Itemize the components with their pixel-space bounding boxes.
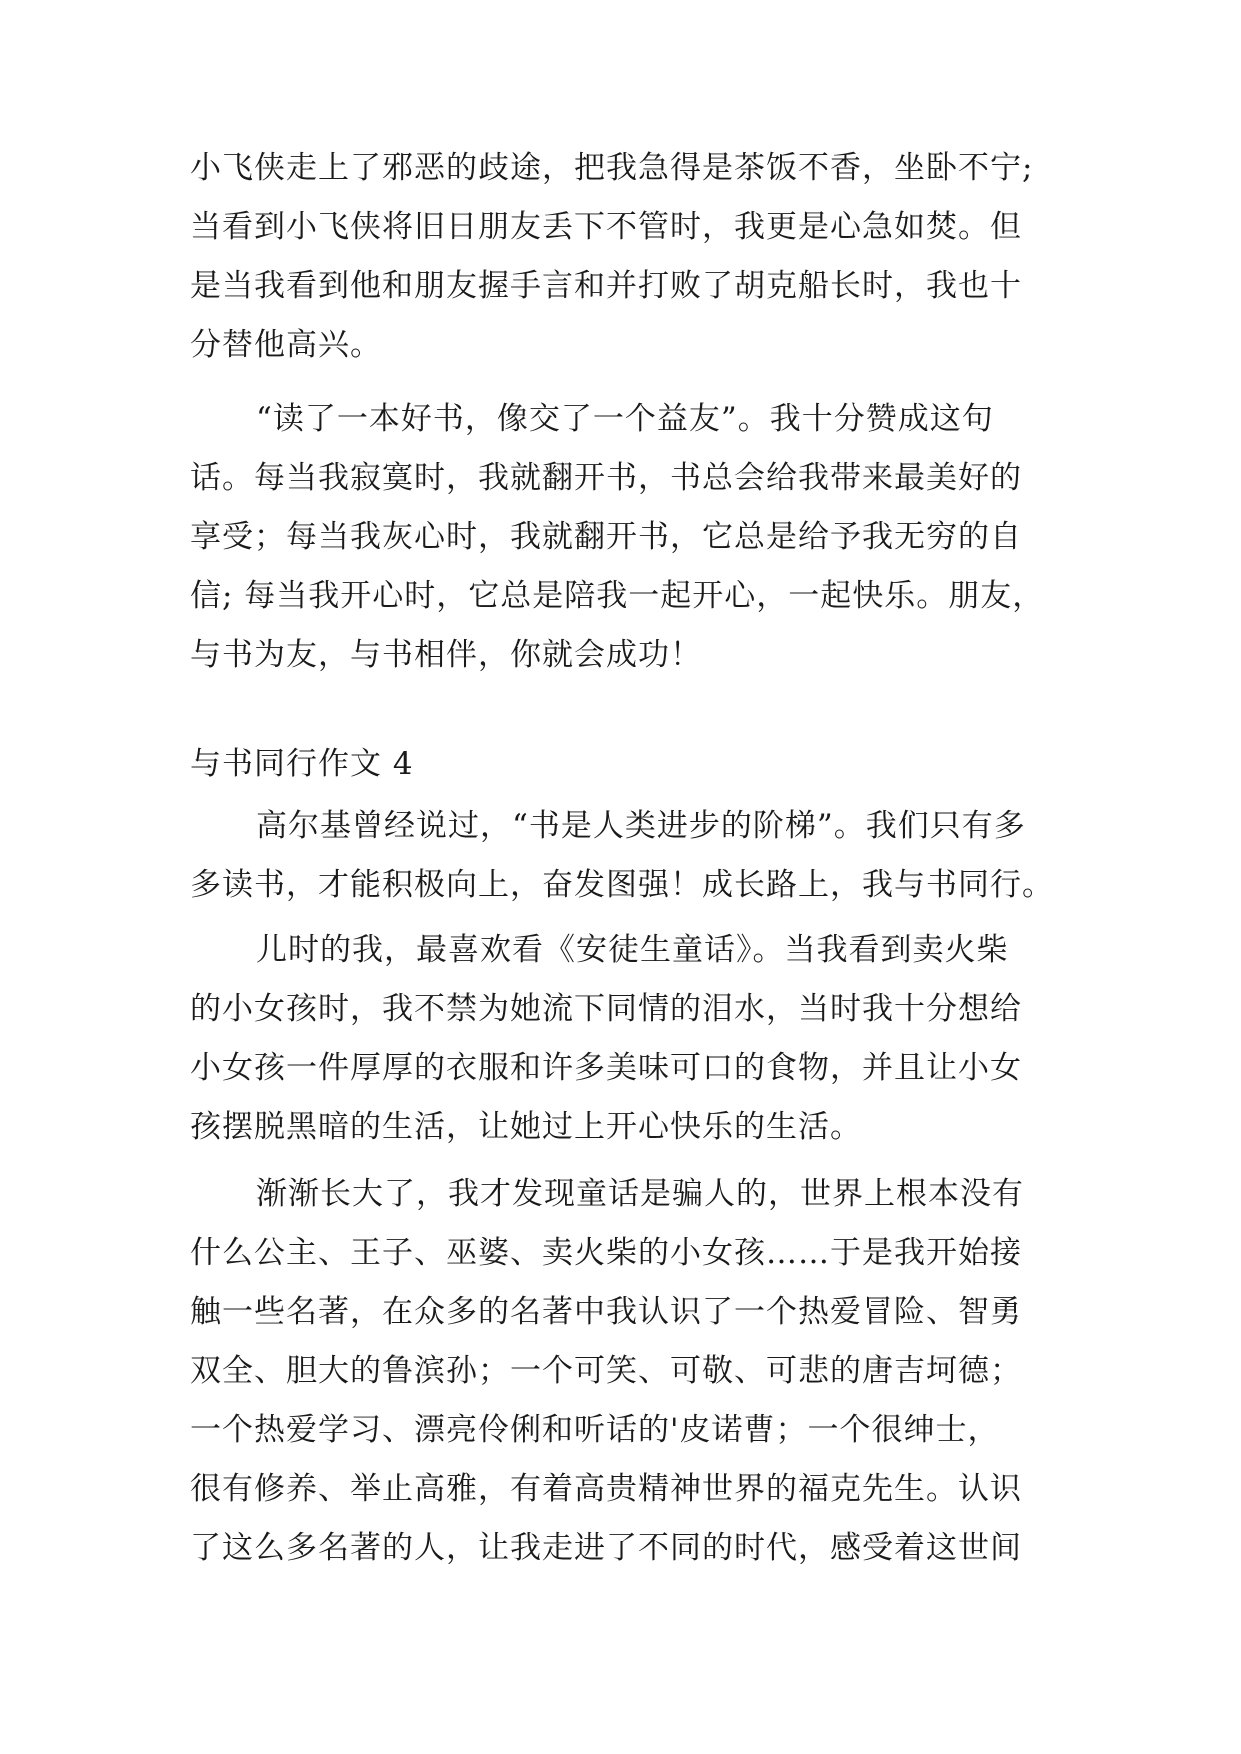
paragraph-line: 多读书，才能积极向上，奋发图强！成长路上，我与书同行。 <box>190 867 1054 903</box>
paragraph-line: 当看到小飞侠将旧日朋友丢下不管时，我更是心急如焚。但 <box>190 209 1022 245</box>
paragraph-line: 与书为友，与书相伴，你就会成功！ <box>190 637 702 673</box>
paragraph-line: 双全、胆大的鲁滨孙；一个可笑、可敬、可悲的唐吉坷德； <box>190 1353 1022 1389</box>
paragraph-line: 很有修养、举止高雅，有着高贵精神世界的福克先生。认识 <box>190 1471 1022 1507</box>
paragraph-line: 的小女孩时，我不禁为她流下同情的泪水，当时我十分想给 <box>190 991 1022 1027</box>
paragraph-line: 信; 每当我开心时，它总是陪我一起开心，一起快乐。朋友， <box>190 578 1045 614</box>
paragraph-line: 了这么多名著的人，让我走进了不同的时代，感受着这世间 <box>190 1530 1022 1566</box>
paragraph-line: 一个热爱学习、漂亮伶俐和听话的'皮诺曹；一个很绅士， <box>190 1412 1000 1448</box>
paragraph-line: 是当我看到他和朋友握手言和并打败了胡克船长时，我也十 <box>190 268 1022 304</box>
paragraph-line: 小飞侠走上了邪恶的歧途，把我急得是茶饭不香，坐卧不宁; <box>190 150 1034 186</box>
paragraph-line: 分替他高兴。 <box>190 327 382 363</box>
paragraph-line: 孩摆脱黑暗的生活，让她过上开心快乐的生活。 <box>190 1109 862 1145</box>
paragraph-line: 什么公主、王子、巫婆、卖火柴的小女孩……于是我开始接 <box>190 1235 1022 1271</box>
paragraph-line: 高尔基曾经说过，“书是人类进步的阶梯”。我们只有多 <box>256 808 1026 844</box>
section-heading: 与书同行作文 4 <box>190 746 414 782</box>
paragraph-line: “读了一本好书，像交了一个益友”。我十分赞成这句 <box>256 401 994 437</box>
paragraph-line: 话。每当我寂寞时，我就翻开书，书总会给我带来最美好的 <box>190 460 1022 496</box>
paragraph-line: 小女孩一件厚厚的衣服和许多美味可口的食物，并且让小女 <box>190 1050 1022 1086</box>
paragraph-line: 触一些名著，在众多的名著中我认识了一个热爱冒险、智勇 <box>190 1294 1022 1330</box>
paragraph-line: 渐渐长大了，我才发现童话是骗人的，世界上根本没有 <box>256 1176 1024 1212</box>
paragraph-line: 儿时的我，最喜欢看《安徒生童话》。当我看到卖火柴 <box>256 932 1009 968</box>
paragraph-line: 享受；每当我灰心时，我就翻开书，它总是给予我无穷的自 <box>190 519 1022 555</box>
